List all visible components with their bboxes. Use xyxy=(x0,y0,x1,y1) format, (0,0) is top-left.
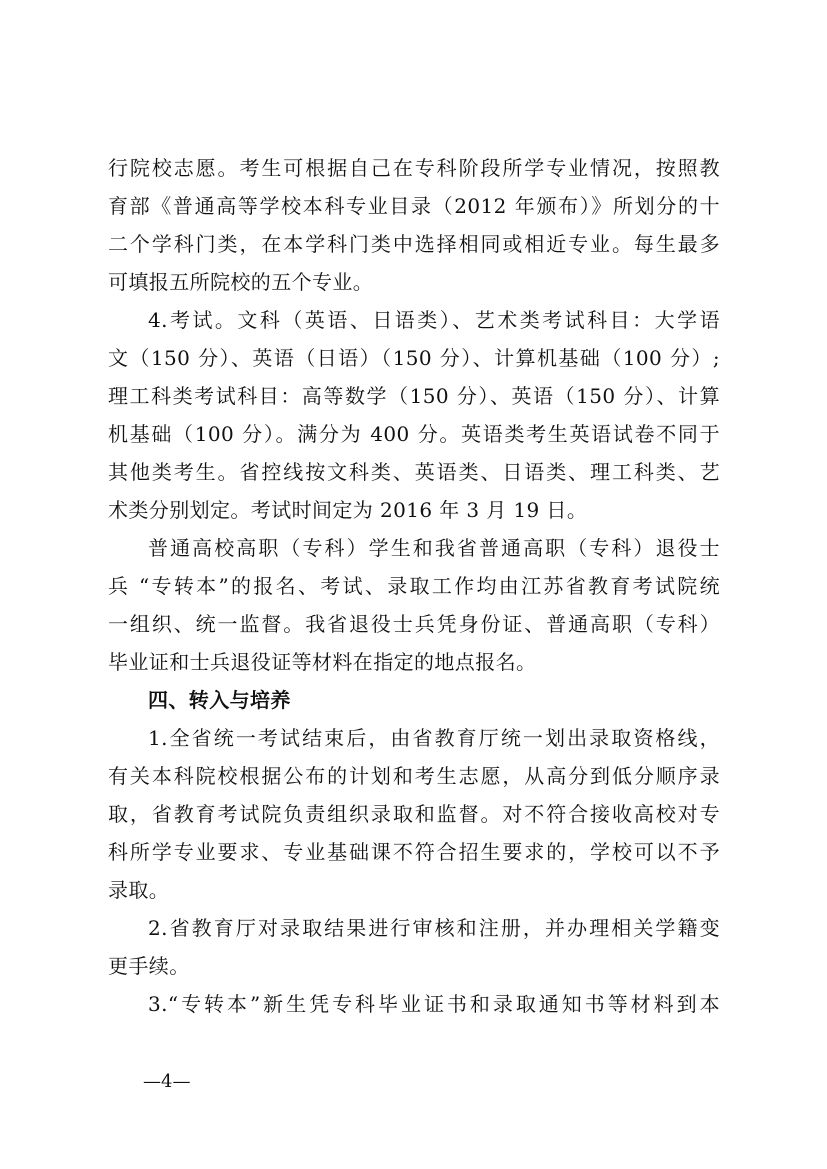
body-text-line: 其他类考生。省控线按文科类、英语类、日语类、理工科类、艺 xyxy=(108,460,720,484)
body-text-line: 一组织、统一监督。我省退役士兵凭身份证、普通高职（专科） xyxy=(108,612,720,636)
body-text-line: 有关本科院校根据公布的计划和考生志愿，从高分到低分顺序录 xyxy=(108,764,720,788)
body-text-line: 育部《普通高等学校本科专业目录（2012 年颁布）》所划分的十 xyxy=(108,194,720,218)
paragraph-admission-start: 1.全省统一考试结束后，由省教育厅统一划出录取资格线， xyxy=(148,726,720,750)
paragraph-exam-start: 4.考试。文科（英语、日语类）、艺术类考试科目：大学语 xyxy=(148,308,720,332)
body-text-line: 术类分别划定。考试时间定为 2016 年 3 月 19 日。 xyxy=(108,498,588,522)
body-text-line: 取，省教育考试院负责组织录取和监督。对不符合接收高校对专 xyxy=(108,802,720,826)
body-text-line: 毕业证和士兵退役证等材料在指定的地点报名。 xyxy=(108,650,537,674)
paragraph-enrollment-start: 3.“专转本”新生凭专科毕业证书和录取通知书等材料到本 xyxy=(148,992,720,1016)
body-text-line: 录取。 xyxy=(108,878,170,902)
body-text-line: 行院校志愿。考生可根据自己在专科阶段所学专业情况，按照教 xyxy=(108,156,720,180)
body-text-line: 理工科类考试科目：高等数学（150 分）、英语（150 分）、计算 xyxy=(108,384,720,408)
body-text-line: 文（150 分）、英语（日语）（150 分）、计算机基础（100 分）; xyxy=(108,346,720,370)
body-text-line: 机基础（100 分）。满分为 400 分。英语类考生英语试卷不同于 xyxy=(108,422,720,446)
body-text-line: 二个学科门类，在本学科门类中选择相同或相近专业。每生最多 xyxy=(108,232,720,256)
body-text-line: 更手续。 xyxy=(108,954,190,978)
body-text-line: 科所学专业要求、专业基础课不符合招生要求的，学校可以不予 xyxy=(108,840,720,864)
body-text-line: 可填报五所院校的五个专业。 xyxy=(108,270,374,294)
paragraph-registration-review-start: 2.省教育厅对录取结果进行审核和注册，并办理相关学籍变 xyxy=(148,916,720,940)
paragraph-registration-start: 普通高校高职（专科）学生和我省普通高职（专科）退役士 xyxy=(148,536,720,560)
section-heading: 四、转入与培养 xyxy=(148,688,291,712)
body-text-line: 兵 “专转本”的报名、考试、录取工作均由江苏省教育考试院统 xyxy=(108,574,720,598)
page-number: —4— xyxy=(143,1071,191,1092)
